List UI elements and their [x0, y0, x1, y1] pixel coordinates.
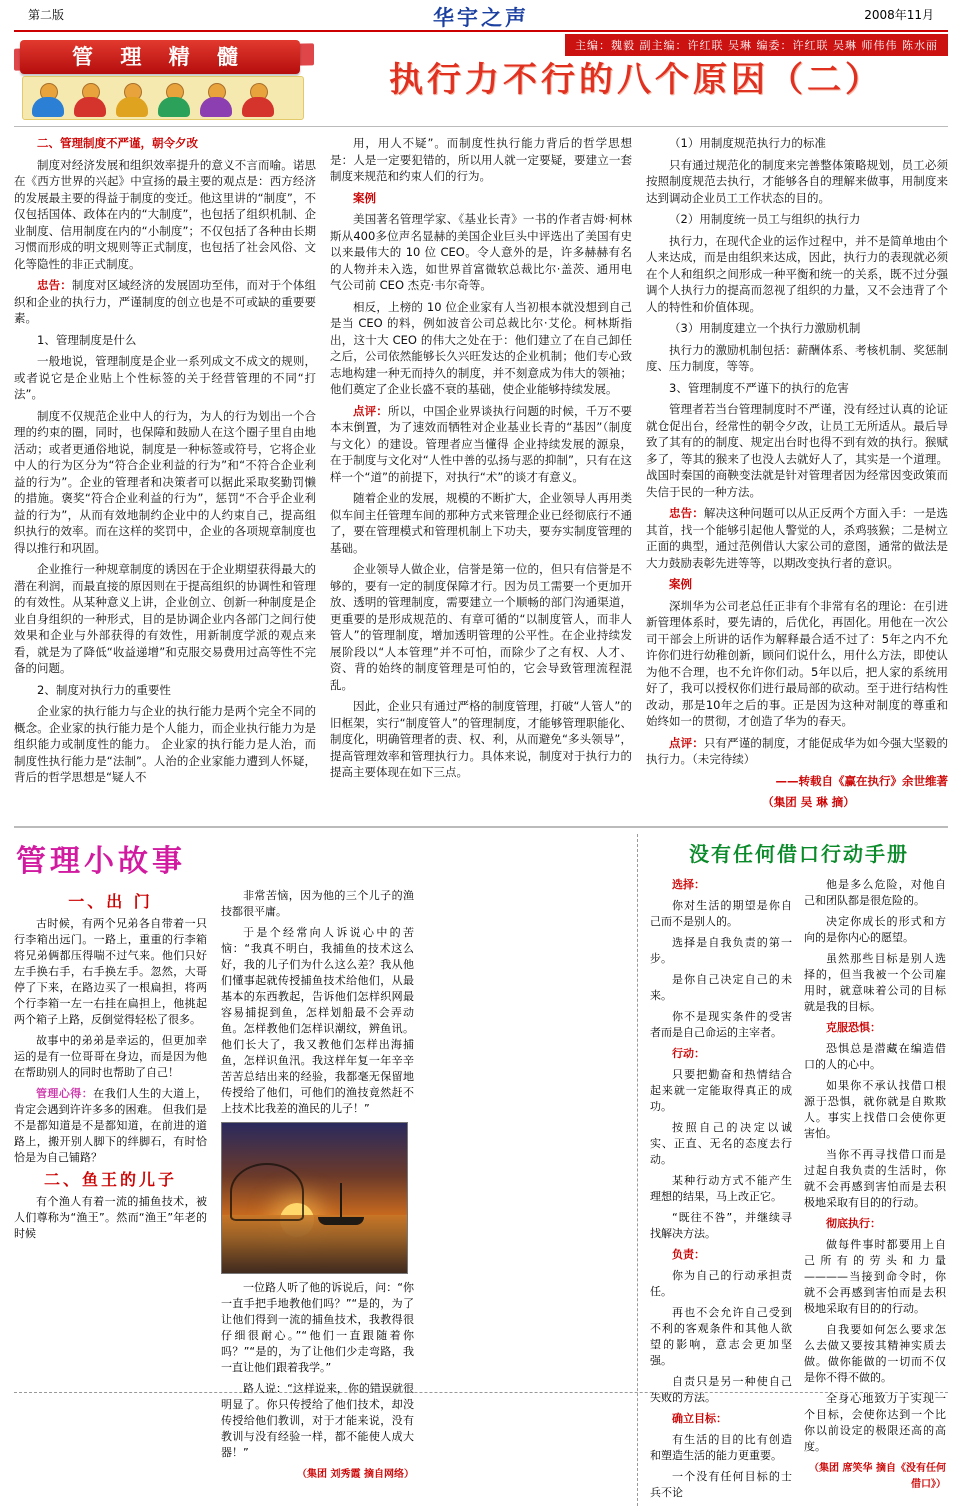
paragraph: 你不是现实条件的受害者而是自己命运的主宰者。 — [650, 1009, 792, 1039]
warning-label: 忠告： — [37, 278, 72, 292]
section-subhead: 二、管理制度不严谨，朝令夕改 — [37, 136, 198, 150]
paragraph: 深圳华为公司老总任正非有个非常有名的理论：在引进新管理体系时，要先请的，后优化，再固化。用他在一次公司干部会上所讲的话作为解释最合适不过了：5年之内不允许你们进行幼稚创新，顾问们说什么，用什么方法，即使认为他不合理，也不允许你们动。5年以后，把人家的系统用好了，我可以授权你们进行最局部的砍动。至于进行结构性改动，那是10年之后的事。正是因为这种对制度的尊重和始终如一的贯彻，才创造了华为的春天。 — [646, 598, 948, 728]
paragraph: 某种行动方式不能产生理想的结果，马上改正它。 — [650, 1173, 792, 1203]
handbook-credit: （集团 席笑华 摘自《没有任何借口》） — [809, 1462, 946, 1490]
article-column-1 — [14, 135, 316, 816]
block-label: 负责： — [672, 1247, 705, 1261]
paragraph: 执行力的激励机制包括：薪酬体系、考核机制、奖惩制度、压力制度，等等。 — [646, 342, 948, 373]
warning-text: 制度对区域经济的发展固功至伟，而对于个体组织和企业的执行力，严谨制度的创立也是不可或缺的重要要素。 — [14, 278, 317, 325]
paragraph: 你为自己的行动承担责任。 — [650, 1268, 792, 1298]
paragraph: （3）用制度建立一个执行力激励机制 — [669, 321, 861, 335]
paper-name: 华宇之声 — [433, 5, 529, 30]
handbook-column-2 — [804, 877, 946, 1506]
story-2-title: 二、鱼王的儿子 — [43, 1169, 177, 1189]
handbook-title: 没有任何借口行动手册 — [689, 841, 909, 866]
paragraph: 相反，上榜的 10 位企业家有人当初根本就没想到自己是当 CEO 的料，例如波音公司总裁比尔·艾伦。柯林斯指出，这十大 CEO 的伟大之处在于：他们建立了在自己卸任之后，公司依然能够长久兴旺发达的企业机制；他们专心致志地构建一种无而持久的制度，并不刻意成为伟大的领袖；他们奠定了企业长盛不衰的基础，使企业能够持续发展。 — [330, 299, 632, 396]
editor-list: 主编：魏毅 副主编：许红联 吴琳 编委：许红联 吴琳 师伟伟 陈水丽 — [565, 34, 948, 56]
paragraph: 制度对经济发展和组织效率提升的意义不言而喻。诺思在《西方世界的兴起》中宣扬的最主要的观点是：西方经济的发展最主要的得益于制度的变迁。他这里讲的“制度”，不仅包括国体、政体在内的“大制度”，也包括了组织机制、企业制度、信用制度在内的“小制度”；不仅包括了各种由长期习惯而形成的明文规则等正式制度，也包括了社会风俗、文化等隐性的非正式制度。 — [14, 157, 316, 271]
paragraph: 有个渔人有着一流的捕鱼技术，被人们尊称为“渔王”。然而“渔王”年老的时候 — [14, 1194, 207, 1240]
no-excuse-handbook — [637, 834, 948, 1506]
issue-date: 2008年11月 — [864, 8, 934, 22]
article-columns — [14, 126, 948, 816]
paragraph: 当你不再寻找借口而是过起自我负责的生活时，你就不会再感到害怕而是去积极地采取有目的的行动。 — [804, 1147, 946, 1209]
case-label: 案例 — [669, 577, 692, 591]
warning-label: 忠告： — [669, 506, 704, 520]
masthead — [14, 0, 948, 32]
footer-divider — [14, 1392, 948, 1393]
comment-label: 点评： — [353, 403, 388, 418]
story-column-2 — [221, 888, 414, 1483]
handbook-column-1 — [650, 877, 792, 1506]
story-column-1 — [14, 888, 207, 1483]
article-source: ——转载自《赢在执行》余世维著 — [775, 773, 948, 788]
boat-shape — [318, 1217, 364, 1225]
photo-water — [222, 1215, 407, 1273]
paragraph: 你对生活的期望是你自己而不是别人的。 — [650, 898, 792, 928]
paragraph: 按照自己的决定以诚实、正直、无名的态度去行动。 — [650, 1120, 792, 1166]
paragraph: 企业推行一种规章制度的诱因在于企业期望获得最大的潜在利润，而最直接的原因则在于提高组织的协调性和管理的有效性。从某种意义上讲，企业创立、创新一种制度是企业自身组织的一种形式，目的是协调企业内各部门之间行使效果和企业与外部获得的有效性，用新制度学派的观点来看，就是为了降低“收益递增”和克服交易费用过高等性不完备的问题。 — [14, 562, 316, 675]
paragraph: 如果你不承认找借口根源于恐惧，就你就是自欺欺人。事实上找借口会使你更害怕。 — [804, 1078, 946, 1140]
paragraph: 企业家的执行能力与企业的执行能力是两个完全不同的概念。企业家的执行能力是个人能力，而企业执行能力为是组织能力或制度性的能力。 企业家的执行能力是人治，而制度性执行能力是“法制”。人治的企业家能力遭到人怀疑，背后的哲学思想是“疑人不 — [14, 704, 316, 784]
warning-text: 解决这种问题可以从正反两个方面入手：一是选其首，找一个能够引起他人警觉的人，杀鸡骇猴；二是树立正面的典型，通过范例借认大家公司的意图，通常的做法是大力鼓励表彰先进等等，以期改变执行者的意识。 — [646, 506, 949, 570]
paragraph: 只有通过规范化的制度来完善整体策略规划，员工必须按照制度规范去执行，才能够各自的理解来做事，用制度来达到调动企业员工工作状态的目的。 — [646, 157, 948, 205]
paragraph: 全身心地致力于实现一个目标，会使你达到一个比你以前设定的极限还高的高度。 — [804, 1391, 946, 1453]
bottom-section — [14, 826, 948, 1506]
block-label: 选择： — [672, 877, 705, 891]
paragraph: 路人说：“这样说来，你的错误就很明显了。你只传授给了他们技术，却没传授给他们教训，对于才能来说，没有教训与没有经验一样，都不能使人成大器！” — [221, 1381, 414, 1459]
paragraph: 他是多么危险，对他自己和团队都是很危险的。 — [804, 877, 946, 907]
paragraph: 只要把勤奋和热情结合起来就一定能取得真正的成功。 — [650, 1067, 792, 1113]
paragraph: 2、制度对执行力的重要性 — [37, 682, 171, 697]
paragraph: 虽然那些目标是别人选择的，但当我被一个公司雇用时，就意味着公司的目标就是我的目标。 — [804, 951, 946, 1013]
headline-zone — [14, 38, 948, 124]
paragraph: 做每件事时都要用上自己所有的劳头和力量————当接到命令时，你就不会再感到害怕而是去积极地采取有目的的行动。 — [804, 1237, 946, 1315]
paragraph: 是你自己决定自己的未来。 — [650, 972, 792, 1002]
paragraph: 企业领导人做企业，信誉是第一位的，但只有信誉是不够的，要有一定的制度保障才行。因为员工需要一个更加开放、透明的管理制度，需要建立一个顺畅的部门沟通渠道，更重要的是形成规范的、有章可循的“以制度管人，而非人管人”的管理制度，增加透明管理的公平性。在企业持续发展阶段以“人本管理”并不可怕，而除少了之有权、人才、资、背的始终的制度管理是可怕的，它会导致管理流程混乱。 — [330, 562, 632, 692]
tip-paragraph — [14, 1086, 207, 1166]
tip-label: 管理心得： — [36, 1086, 94, 1100]
article-credit: （集团 吴 琳 摘） — [762, 795, 855, 809]
paragraph: 美国著名管理学家、《基业长青》一书的作者吉姆·柯林斯从400多位声名显赫的美国企业巨头中评选出了美国有史以来最伟大的 10 位 CEO。令人意外的是，许多赫赫有名的人物并未入选，如世界首富微软总裁比尔·盖茨、通用电气公司前 CEO 杰克·韦尔奇等。 — [330, 212, 632, 292]
article-column-2 — [330, 135, 632, 816]
paragraph: 一位路人听了他的诉说后，问：“你一直手把手地教他们吗？”“是的，为了让他们得到一流的捕鱼技术，我教得很仔细很耐心。”“他们一直跟随着你吗？”“是的，为了让他们少走弯路，我一直让他们跟着我学。” — [221, 1280, 414, 1374]
comment-label: 点评： — [669, 735, 704, 750]
boat-mast — [340, 1183, 342, 1217]
paragraph: 用，用人不疑”。而制度性执行能力背后的哲学思想是：人是一定要犯错的，所以用人就一定要疑，要建立一套制度来规范和约束人们的行为。 — [330, 136, 632, 183]
story-credit: （集团 刘秀霞 摘自网络） — [297, 1468, 414, 1480]
paragraph: 恐惧总是潜藏在编造借口的人的心中。 — [804, 1041, 946, 1071]
paragraph: 非常苦恼，因为他的三个儿子的渔技都很平庸。 — [221, 888, 414, 918]
paragraph: 再也不会允许自己受到不利的客观条件和其他人欲望的影响，意志会更加坚强。 — [650, 1305, 792, 1367]
fishing-boat-photo — [221, 1122, 408, 1274]
paragraph: （1）用制度规范执行力的标准 — [669, 136, 826, 150]
story-column-3 — [428, 888, 621, 1483]
logo-text: 管 理 精 髓 — [20, 40, 300, 74]
warning-paragraph — [14, 277, 316, 327]
block-label: 彻底执行： — [826, 1216, 881, 1230]
paragraph: 有生活的目的比有创造和塑造生活的能力更重要。 — [650, 1432, 792, 1462]
management-stories — [14, 834, 621, 1506]
case-label: 案例 — [353, 190, 376, 205]
story-1-title: 一、出 门 — [68, 891, 153, 911]
logo-figures — [22, 76, 304, 120]
paragraph: “既往不咎”，并继续寻找解决方法。 — [650, 1210, 792, 1240]
paragraph: （2）用制度统一员工与组织的执行力 — [669, 212, 861, 226]
article-column-3 — [646, 135, 948, 816]
comment-paragraph — [330, 403, 632, 486]
comment-text: 只有严谨的制度，才能促成华为如今强大坚毅的执行力。（未完待续） — [646, 735, 949, 766]
paragraph: 一个没有任何目标的士兵不论 — [650, 1469, 792, 1499]
paragraph: 故事中的弟弟是幸运的，但更加幸运的是有一位哥哥在身边，而是因为他在帮助别人的同时也帮助了自己！ — [14, 1033, 207, 1079]
comment-paragraph — [646, 735, 948, 768]
paragraph: 决定你成长的形式和方向的是你内心的愿望。 — [804, 914, 946, 944]
paragraph: 执行力，在现代企业的运作过程中，并不是简单地由个人来达成，而是由组织来达成，因此，执行力的表现就必须在个人和组织之间形成一种平衡和统一的关系，既不过分强调个人执行力的提高而忽视了组织的力量，又不会违背了个人的特性和价值体现。 — [646, 233, 948, 314]
page-title: 执行力不行的八个原因（二） — [389, 60, 883, 100]
paragraph: 3、管理制度不严谨下的执行的危害 — [669, 380, 849, 395]
paragraph: 因此，企业只有通过严格的制度管理，打破“人管人”的旧框架，实行“制度管人”的管理制度，才能够管理职能化、制度化，明确管理者的责、权、利，从而避免“多头领导”，提高管理效率和管理执行力。具体来说，制度对于执行力的提高主要体现在如下三点。 — [330, 699, 632, 779]
stories-title: 管理小故事 — [16, 843, 186, 879]
comment-text: 所以，中国企业界谈执行问题的时候，千万不要本末倒置，为了速效而牺牲对企业基业长青的“基因”（制度与文化）的建设。管理者应当懂得 企业持续发展的源泉，在于制度与文化对“人性中善的弘扬与恶的抑制”，只有在这样一个“道”的前提下，对执行“术”的谈才有意义。 — [330, 403, 633, 484]
paragraph: 于是个经常向人诉说心中的苦恼：“我真不明白，我捕鱼的技术这么好，我的儿子们为什么这么差？我从他们懂事起就传授捕鱼技术给他们，从最基本的东西教起，告诉他们怎样织网最容易捕捉到鱼，怎样划船最不会弄动鱼。怎样教他们怎样识潮纹，辨鱼讯。他们长大了，我又教他们怎样出海捕鱼，怎样识鱼汛。我这样年复一年辛辛苦苦总结出来的经验，我都毫无保留地传授给了他们，可他们的渔技竟然赶不上技术比我差的渔民的儿子！” — [221, 925, 414, 1115]
paragraph: 自责只是另一种使自己失败的方法。 — [650, 1374, 792, 1404]
paragraph: 管理者若当台管理制度时不严谨，没有经过认真的论证就仓促出台，经常性的朝令夕改，让员工无所适从。最后导致了其有的的制度、规定出台时也得不到有效的执行。猴赋多了，等其的猴来了也没人去就好人了，其实是一个道理。战国时秦国的商鞅变法就是针对管理者因为经常因变政策而失信于民的一种方法。 — [646, 402, 948, 499]
page-label: 第二版 — [28, 8, 65, 22]
warning-paragraph — [646, 505, 948, 571]
block-label: 行动： — [672, 1046, 705, 1060]
paragraph: 选择是自我负责的第一步。 — [650, 935, 792, 965]
fishing-net — [230, 1163, 304, 1221]
paragraph: 1、管理制度是什么 — [37, 332, 137, 347]
paragraph: 随着企业的发展，规模的不断扩大，企业领导人再用类似车间主任管理车间的那种方式来管理企业已经彻底行不通了，要在管理模式和管理机制上下功夫，要夯实制度管理的基础。 — [330, 491, 632, 555]
tip-text: 在我们人生的大道上，肯定会遇到许许多多的困难。 但我们是不是都知道是不是都知道，在前进的道路上，搬开别人脚下的绊脚石，有时恰恰是为自己铺路？ — [14, 1086, 208, 1164]
paragraph: 一般地说，管理制度是企业一系列成文不成文的规则，或者说它是企业贴上个性标签的关于经营管理的不同“打法”。 — [14, 354, 316, 401]
paragraph: 古时候，有两个兄弟各自带着一只行李箱出远门。一路上，重重的行李箱将兄弟俩都压得喘不过气来。他们只好左手换右手，右手换左手。忽然，大哥停了下来，在路边买了一根扁担，将两个行李箱一左一右挂在扁担上，他挑起两个箱子上路，反倒觉得轻松了很多。 — [14, 916, 207, 1026]
block-label: 确立目标： — [672, 1411, 727, 1425]
paragraph: 制度不仅规范企业中人的行为，为人的行为划出一个合理的约束的圈，同时，也保障和鼓励人在这个圈子里自由地活动；或者更通俗地说，制度是一种标签或符号，它将企业中人的行为区分为“符合企业利益的行为”和“不符合企业利益的行为”。企业的管理者和决策者可以据此采取奖勤罚懒的措施。褒奖“符合企业利益的行为”，惩罚“不合乎企业利益的行为”，从而有效地制约企业中的人约束自己，提高组织执行的效率。而在这样的奖罚中，企业的各项规章制度也得以推行和巩固。 — [14, 408, 316, 555]
paragraph: 自我要如何怎么要求怎么去做又要按其精神实质去做。做你能做的一切而不仅是你不得不做的。 — [804, 1322, 946, 1384]
column-logo — [14, 40, 314, 122]
block-label: 克服恐惧： — [826, 1020, 881, 1034]
